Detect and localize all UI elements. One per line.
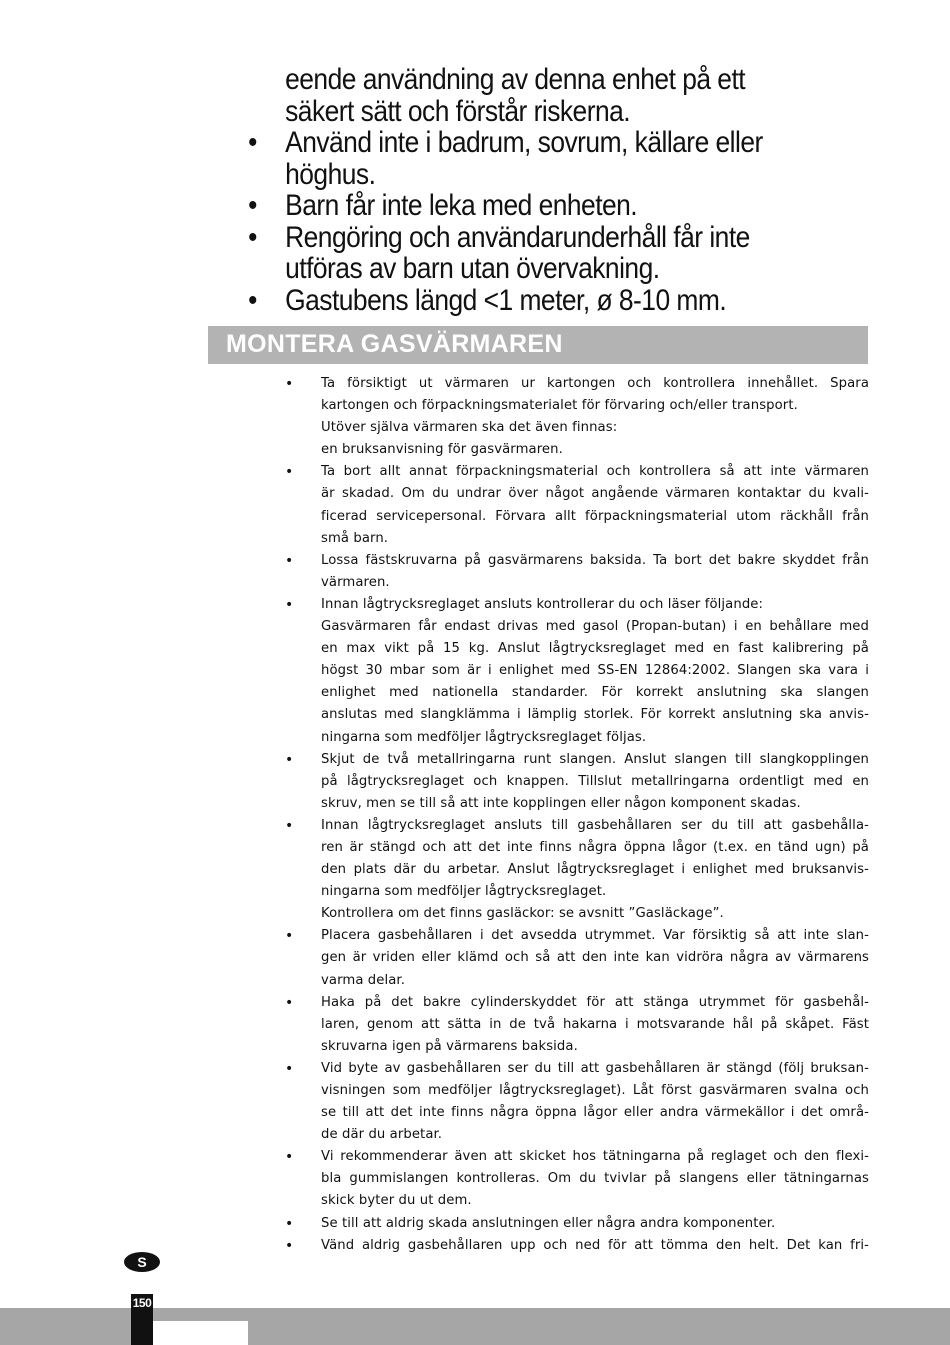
list-item-line: en max vikt på 15 kg. Anslut lågtrycksreglaget med en fast kalibrering på	[321, 641, 869, 657]
list-item-line: Utöver själva värmaren ska det även finnas:	[321, 420, 618, 436]
list-item	[0, 1146, 950, 1212]
page-number: 150	[132, 1296, 152, 1310]
list-item-line: Ta bort allt annat förpackningsmaterial och kontrollera så att inte värmaren	[321, 464, 869, 480]
list-item-line: kartongen och förpackningsmaterialet för förvaring och/eller transport.	[321, 398, 798, 414]
list-item-line: Vänd aldrig gasbehållaren upp och ned för att tömma den helt. Det kan fri-	[321, 1237, 869, 1253]
list-item-line: se till att det inte finns några öppna lågor eller andra värmekällor i det områ-	[321, 1105, 869, 1121]
list-item-line: Innan lågtrycksreglaget ansluts till gasbehållaren ser du till att gasbehålla-	[321, 817, 869, 833]
list-item-line: den plats där du arbetar. Anslut lågtrycksreglaget i enlighet med bruksanvis-	[321, 862, 869, 878]
warning-list-item	[0, 285, 778, 317]
warning-text-line: eende användning av denna enhet på ett	[285, 63, 746, 96]
list-item-line: varma delar.	[321, 972, 406, 988]
warning-list-item	[0, 190, 778, 222]
list-item-line: ficerad servicepersonal. Förvara allt förpackningsmaterial utom räckhåll från	[321, 508, 869, 524]
list-item-line: högst 30 mbar som är i enlighet med SS-EN 12864:2002. Slangen ska vara i	[321, 663, 869, 679]
list-item-line: ren är stängd och att det inte finns några öppna lågor (t.ex. en tänd ugn) på	[321, 839, 869, 855]
warning-text-line: Gastubens längd <1 meter, ø 8-10 mm.	[285, 283, 727, 317]
bullet-icon: •	[248, 283, 257, 317]
bullet-icon: •	[285, 376, 294, 392]
warning-list-item	[0, 64, 778, 127]
list-item-line: Vi rekommenderar även att skicket hos tätningarna på reglaget och den flexi-	[321, 1149, 869, 1165]
warning-text-line: utföras av barn utan övervakning.	[285, 252, 660, 285]
bullet-icon: •	[248, 189, 257, 222]
list-item-line: Lossa fästskruvarna på gasvärmarens baksida. Ta bort det bakre skyddet från	[321, 552, 869, 568]
bullet-icon: •	[248, 220, 257, 254]
list-item-line: bla gummislangen kontrolleras. Om du tvivlar på slangens eller tätningarnas	[321, 1171, 869, 1187]
list-item	[0, 1058, 950, 1146]
list-item	[0, 992, 950, 1058]
list-item-line: visningen som medföljer lågtrycksreglaget). Låt först gasvärmaren svalna och	[321, 1083, 869, 1098]
warning-text-line: Barn får inte leka med enheten.	[285, 189, 638, 222]
bullet-icon: •	[285, 464, 294, 481]
footer-white-block	[153, 1321, 248, 1345]
list-item	[0, 373, 950, 461]
bullet-icon: •	[285, 928, 294, 945]
list-item-line: är skadad. Om du undrar över något angående värmaren kontaktar du kvali-	[321, 486, 869, 502]
list-item	[0, 461, 950, 549]
list-item	[0, 594, 950, 749]
section-header-bar	[208, 326, 868, 364]
list-item-line: på lågtrycksreglaget och knappen. Tillslut metallringarna ordentligt med en	[321, 773, 869, 789]
bullet-icon: •	[285, 1237, 294, 1254]
bullet-icon: •	[285, 1215, 294, 1232]
warning-text-line: Använd inte i badrum, sovrum, källare eller	[285, 126, 763, 159]
list-item-line: Kontrollera om det finns gasläckor: se avsnitt ”Gasläckage”.	[321, 906, 724, 922]
list-item-line: anslutas med slangklämma i lämplig storlek. För korrekt anslutning ska anvis-	[321, 707, 869, 723]
bullet-icon: •	[285, 994, 294, 1011]
bullet-icon: •	[285, 1060, 294, 1077]
warning-text-line: höghus.	[285, 157, 376, 191]
list-item-line: Ta försiktigt ut värmaren ur kartongen och kontrollera innehållet. Spara	[321, 376, 869, 391]
list-item-line: Skjut de två metallringarna runt slangen. Anslut slangen till slangkopplingen	[321, 751, 869, 767]
warning-list-item	[0, 222, 778, 285]
list-item-line: enlighet med nationella standarder. För korrekt anslutning ska slangen	[321, 685, 869, 701]
list-item	[0, 925, 950, 991]
list-item-line: Vid byte av gasbehållaren ser du till att gasbehållaren är stängd (följ bruksan-	[321, 1060, 869, 1076]
list-item	[0, 815, 950, 925]
warning-text-line: säkert sätt och förstår riskerna.	[285, 94, 631, 128]
list-item-line: Se till att aldrig skada anslutningen eller några andra komponenter.	[321, 1215, 776, 1231]
bullet-icon: •	[285, 552, 294, 569]
bullet-icon: •	[248, 126, 257, 159]
list-item-line: ningarna som medföljer lågtrycksreglaget följas.	[321, 729, 647, 745]
list-item-line: ningarna som medföljer lågtrycksreglaget.	[321, 884, 607, 900]
section-title: MONTERA GASVÄRMAREN	[226, 330, 563, 358]
list-item-line: värmaren.	[321, 574, 390, 590]
list-item-line: en bruksanvisning för gasvärmaren.	[321, 442, 563, 458]
list-item-line: små barn.	[321, 530, 389, 546]
list-item-line: gen är vriden eller klämd och så att den inte kan vidröra några av värmarens	[321, 950, 869, 966]
list-item-line: Placera gasbehållaren i det avsedda utrymmet. Var försiktig så att inte slan-	[321, 928, 869, 944]
warning-list	[0, 64, 950, 316]
list-item-line: skruvarna igen på värmarens baksida.	[321, 1038, 578, 1054]
list-item-line: de där du arbetar.	[321, 1127, 443, 1143]
list-item-line: skruv, men se till så att inte kopplingen eller någon komponent skadas.	[321, 795, 801, 811]
bullet-icon: •	[285, 596, 294, 613]
list-item-line: Haka på det bakre cylinderskyddet för att stänga utrymmet för gasbehål-	[321, 994, 869, 1010]
warning-text-line: Rengöring och användarunderhåll får inte	[285, 220, 750, 254]
list-item	[0, 1213, 950, 1235]
instruction-list	[0, 373, 950, 1257]
language-badge: S	[124, 1252, 160, 1272]
warning-list-item	[0, 127, 778, 190]
list-item-line: Innan lågtrycksreglaget ansluts kontrollerar du och läser följande:	[321, 596, 764, 612]
bullet-icon: •	[285, 817, 294, 834]
list-item	[0, 550, 950, 594]
bullet-icon: •	[285, 1149, 294, 1166]
list-item	[0, 749, 950, 815]
list-item-line: laren, genom att sätta in de två hakarna i motsvarande hål på skåpet. Fäst	[321, 1016, 869, 1032]
list-item-line: skick byter du ut dem.	[321, 1193, 472, 1209]
list-item-line: Gasvärmaren får endast drivas med gasol (Propan-butan) i en behållare med	[321, 619, 869, 635]
bullet-icon: •	[285, 751, 294, 768]
